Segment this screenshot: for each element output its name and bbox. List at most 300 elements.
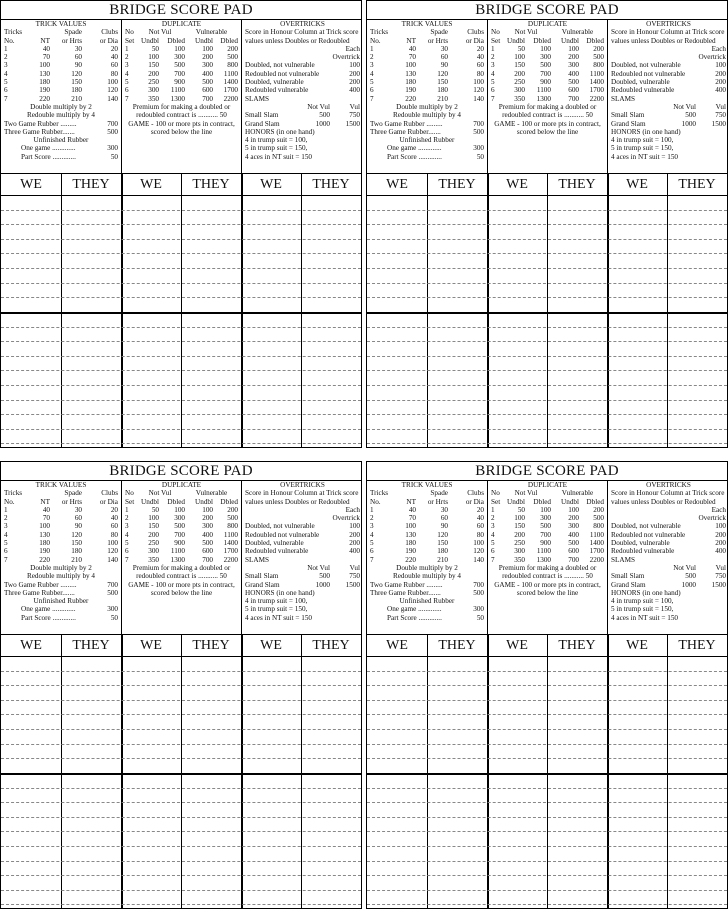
trick-header-2: No. NT or Hrts or Dia — [370, 497, 484, 506]
duplicate-row: 3 150 500 300 800 — [125, 522, 238, 531]
we-header: WE — [140, 638, 162, 653]
column-divider — [301, 174, 302, 447]
score-line — [367, 327, 727, 328]
slams-header: Not Vul Vul — [673, 102, 726, 111]
slam-row: Small Slam 500 750 — [611, 572, 726, 581]
column-divider — [427, 174, 428, 447]
score-line — [1, 846, 361, 847]
duplicate-heading: DUPLICATE — [161, 481, 202, 489]
honors-list — [242, 136, 362, 161]
column-divider — [241, 174, 243, 447]
score-line — [367, 861, 727, 862]
duplicate-header-1: No Not Vul Vulnerable — [491, 489, 594, 498]
duplicate-row: 7 350 1300 700 2200 — [125, 94, 238, 103]
overtrick-row: Redoubled vulnerable 400 — [245, 547, 360, 556]
score-line — [1, 268, 361, 269]
score-line — [367, 268, 727, 269]
duplicate-row: 3 150 500 300 800 — [125, 61, 238, 70]
score-line — [1, 400, 361, 401]
duplicate-header-1: No Not Vul Vulnerable — [491, 28, 594, 37]
score-line — [367, 370, 727, 371]
game-rule: GAME - 100 or more pts in contract, scored below the line — [494, 580, 601, 597]
trick-header-2: No. NT or Hrts or Dia — [370, 36, 484, 45]
overtricks-heading: OVERTRICKS — [646, 20, 691, 28]
slam-row: Grand Slam 1000 1500 — [245, 580, 360, 589]
overtricks-intro: Score in Honour Column at Trick score values unless Doubles or Redoubled — [611, 28, 725, 45]
duplicate-row: 6 300 1100 600 1700 — [491, 86, 604, 95]
overtrick-row: Doubled, not vulnerable 100 — [245, 61, 360, 70]
we-header: WE — [140, 177, 162, 192]
we-header: WE — [386, 638, 408, 653]
overtricks-intro: Score in Honour Column at Trick score values unless Doubles or Redoubled — [245, 489, 359, 506]
the-line — [367, 773, 727, 775]
score-pad — [366, 461, 728, 909]
we-header: WE — [506, 177, 528, 192]
score-line — [1, 356, 361, 357]
duplicate-row: 1 50 100 100 200 — [491, 44, 604, 53]
trick-rows — [1, 506, 121, 564]
slams-header: Not Vul Vul — [673, 563, 726, 572]
score-line — [367, 758, 727, 759]
column-divider — [547, 635, 548, 908]
we-header: WE — [20, 638, 42, 653]
overtrick-label: Overtrick — [698, 53, 726, 62]
trick-row: 2 70 60 40 — [370, 53, 484, 62]
premium-rule: Premium for making a doubled or redoubled contract is ........... 50 — [498, 563, 597, 581]
overtrick-row: Redoubled vulnerable 400 — [245, 86, 360, 95]
duplicate-row: 6 300 1100 600 1700 — [125, 547, 238, 556]
slams-heading: SLAMS — [611, 555, 635, 564]
column-divider — [301, 635, 302, 908]
they-header: THEY — [192, 177, 230, 192]
trick-row: 6 190 180 120 — [4, 547, 118, 556]
duplicate-header-1: No Not Vul Vulnerable — [125, 28, 228, 37]
score-line — [1, 744, 361, 745]
overtricks-section — [242, 19, 362, 173]
trick-header-1: Tricks Spade Clubs — [4, 489, 118, 498]
duplicate-row: 3 150 500 300 800 — [491, 522, 604, 531]
score-line — [367, 700, 727, 701]
overtricks-heading: OVERTRICKS — [646, 481, 691, 489]
overtricks-heading: OVERTRICKS — [280, 20, 325, 28]
column-divider — [181, 174, 182, 447]
trick-rows — [367, 506, 487, 564]
slam-row: Grand Slam 1000 1500 — [245, 119, 360, 128]
score-line — [367, 788, 727, 789]
score-sheet — [367, 173, 727, 447]
score-line — [1, 224, 361, 225]
part-score: Part Score ............. 50 — [387, 613, 484, 622]
honor-item: 4 aces in NT suit = 150 — [611, 152, 679, 161]
each-label: Each — [711, 505, 726, 514]
slams-header: Not Vul Vul — [307, 102, 360, 111]
score-line — [1, 370, 361, 371]
column-divider — [607, 635, 609, 908]
duplicate-row: 1 50 100 100 200 — [491, 505, 604, 514]
game-rule: GAME - 100 or more pts in contract, scored below the line — [128, 580, 235, 597]
trick-values-section — [1, 19, 122, 173]
score-line — [367, 356, 727, 357]
they-header: THEY — [558, 638, 596, 653]
trick-values-heading: TRICK VALUES — [401, 481, 453, 489]
score-line — [1, 385, 361, 386]
they-header: THEY — [72, 638, 110, 653]
trick-row: 3 100 90 60 — [4, 522, 118, 531]
overtricks-intro: Score in Honour Column at Trick score values unless Doubles or Redoubled — [611, 489, 725, 506]
score-line — [367, 253, 727, 254]
score-sheet — [367, 634, 727, 908]
slam-row: Grand Slam 1000 1500 — [611, 580, 726, 589]
redouble-rule: Redouble multiply by 4 — [26, 572, 96, 581]
score-line — [1, 239, 361, 240]
double-rule: Double multiply by 2 — [30, 563, 92, 572]
overtrick-label: Overtrick — [698, 514, 726, 523]
trick-row: 6 190 180 120 — [370, 547, 484, 556]
honors-heading: HONORS (in one hand) — [611, 588, 681, 597]
premium-rule: Premium for making a doubled or redoubled contract is ........... 50 — [132, 102, 231, 120]
score-line — [367, 744, 727, 745]
column-divider — [427, 635, 428, 908]
trick-row: 5 180 150 100 — [4, 78, 118, 87]
game-rule: GAME - 100 or more pts in contract, scored below the line — [494, 119, 601, 136]
trick-row: 4 130 120 80 — [370, 69, 484, 78]
column-divider — [547, 174, 548, 447]
slam-row: Small Slam 500 750 — [245, 572, 360, 581]
trick-header-2: No. NT or Hrts or Dia — [4, 497, 118, 506]
score-line — [1, 890, 361, 891]
duplicate-row: 6 300 1100 600 1700 — [125, 86, 238, 95]
premium-rule: Premium for making a doubled or redoubled contract is ........... 50 — [132, 563, 231, 581]
duplicate-row: 4 200 700 400 1100 — [491, 69, 604, 78]
slams-heading: SLAMS — [245, 94, 269, 103]
overtricks-section — [242, 480, 362, 634]
duplicate-row: 7 350 1300 700 2200 — [491, 94, 604, 103]
duplicate-row: 6 300 1100 600 1700 — [491, 547, 604, 556]
one-game: One game ............. 300 — [21, 144, 118, 153]
they-header: THEY — [312, 638, 350, 653]
trick-header-1: Tricks Spade Clubs — [370, 28, 484, 37]
score-line — [367, 729, 727, 730]
duplicate-header-2: Set Undbl Dbled Undbl Dbled — [491, 36, 604, 45]
duplicate-row: 7 350 1300 700 2200 — [491, 555, 604, 564]
duplicate-row: 7 350 1300 700 2200 — [125, 555, 238, 564]
duplicate-row: 5 250 900 500 1400 — [491, 78, 604, 87]
column-divider — [61, 174, 62, 447]
honors-heading: HONORS (in one hand) — [245, 127, 315, 136]
two-game-rubber: Two Game Rubber ......... 700 — [370, 119, 484, 128]
trick-values-section — [367, 19, 488, 173]
score-line — [367, 210, 727, 211]
trick-header-1: Tricks Spade Clubs — [370, 489, 484, 498]
three-game-rubber: Three Game Rubber....... 500 — [370, 127, 484, 136]
overtrick-row: Doubled, not vulnerable 100 — [245, 522, 360, 531]
score-line — [367, 817, 727, 818]
duplicate-header-2: Set Undbl Dbled Undbl Dbled — [491, 497, 604, 506]
score-line — [1, 210, 361, 211]
unfinished-rubber: Unfinished Rubber — [399, 597, 455, 606]
two-game-rubber: Two Game Rubber ......... 700 — [370, 580, 484, 589]
score-line — [1, 414, 361, 415]
we-header: WE — [626, 638, 648, 653]
score-line — [1, 327, 361, 328]
each-label: Each — [345, 44, 360, 53]
duplicate-row: 4 200 700 400 1100 — [491, 530, 604, 539]
unfinished-rubber: Unfinished Rubber — [33, 136, 89, 145]
trick-row: 3 100 90 60 — [370, 522, 484, 531]
score-line — [367, 429, 727, 430]
each-label: Each — [345, 505, 360, 514]
trick-values-heading: TRICK VALUES — [35, 481, 87, 489]
the-line — [367, 312, 727, 314]
duplicate-section — [488, 480, 608, 634]
duplicate-header-1: No Not Vul Vulnerable — [125, 489, 228, 498]
column-divider — [487, 174, 489, 447]
score-line — [1, 729, 361, 730]
trick-header-1: Tricks Spade Clubs — [4, 28, 118, 37]
overtrick-row: Redoubled not vulnerable 200 — [245, 69, 360, 78]
three-game-rubber: Three Game Rubber....... 500 — [4, 127, 118, 136]
trick-rows — [367, 45, 487, 103]
the-line — [1, 312, 361, 314]
score-line — [1, 831, 361, 832]
duplicate-row: 2 100 300 200 500 — [491, 53, 604, 62]
score-sheet — [1, 634, 361, 908]
overtricks-heading: OVERTRICKS — [280, 481, 325, 489]
honor-item: 5 in trump suit = 150, — [611, 605, 674, 614]
duplicate-row: 5 250 900 500 1400 — [125, 78, 238, 87]
trick-row: 7 220 210 140 — [370, 94, 484, 103]
duplicate-row: 3 150 500 300 800 — [491, 61, 604, 70]
overtrick-rows — [242, 522, 362, 555]
honors-heading: HONORS (in one hand) — [245, 588, 315, 597]
overtricks-section — [608, 19, 728, 173]
honor-item: 4 aces in NT suit = 150 — [611, 613, 679, 622]
overtricks-section — [608, 480, 728, 634]
score-line — [367, 443, 727, 444]
score-line — [367, 283, 727, 284]
double-rule: Double multiply by 2 — [396, 102, 458, 111]
duplicate-row: 2 100 300 200 500 — [491, 514, 604, 523]
score-pad — [366, 0, 728, 448]
score-line — [367, 846, 727, 847]
overtrick-label: Overtrick — [332, 514, 360, 523]
duplicate-row: 5 250 900 500 1400 — [125, 539, 238, 548]
premium-rule: Premium for making a doubled or redoubled contract is ........... 50 — [498, 102, 597, 120]
column-divider — [487, 635, 489, 908]
trick-row: 5 180 150 100 — [4, 539, 118, 548]
overtrick-row: Redoubled not vulnerable 200 — [611, 69, 726, 78]
score-line — [1, 341, 361, 342]
trick-row: 2 70 60 40 — [4, 514, 118, 523]
score-line — [1, 875, 361, 876]
honor-item: 4 in trump suit = 100, — [245, 597, 308, 606]
score-line — [1, 671, 361, 672]
trick-header-2: No. NT or Hrts or Dia — [4, 36, 118, 45]
score-line — [1, 817, 361, 818]
honor-item: 5 in trump suit = 150, — [611, 144, 674, 153]
honor-item: 4 aces in NT suit = 150 — [245, 613, 313, 622]
overtrick-rows — [608, 522, 728, 555]
overtrick-row: Doubled, vulnerable 200 — [611, 539, 726, 548]
score-line — [1, 700, 361, 701]
trick-row: 1 40 30 20 — [370, 505, 484, 514]
game-rule: GAME - 100 or more pts in contract, scored below the line — [128, 119, 235, 136]
overtrick-rows — [608, 61, 728, 94]
they-header: THEY — [558, 177, 596, 192]
honor-item: 4 aces in NT suit = 150 — [245, 152, 313, 161]
pad-title: BRIDGE SCORE PAD — [475, 463, 619, 479]
score-line — [1, 283, 361, 284]
duplicate-rows — [122, 506, 241, 564]
trick-values-section — [1, 480, 122, 634]
trick-row: 5 180 150 100 — [370, 78, 484, 87]
duplicate-heading: DUPLICATE — [161, 20, 202, 28]
duplicate-rows — [488, 45, 607, 103]
duplicate-section — [488, 19, 608, 173]
slams-heading: SLAMS — [611, 94, 635, 103]
pad-title: BRIDGE SCORE PAD — [109, 463, 253, 479]
score-line — [1, 297, 361, 298]
one-game: One game ............. 300 — [387, 605, 484, 614]
we-header: WE — [20, 177, 42, 192]
they-header: THEY — [72, 177, 110, 192]
slam-row: Small Slam 500 750 — [245, 111, 360, 120]
trick-row: 3 100 90 60 — [4, 61, 118, 70]
duplicate-row: 1 50 100 100 200 — [125, 44, 238, 53]
trick-row: 4 130 120 80 — [4, 530, 118, 539]
column-divider — [121, 174, 123, 447]
slam-row: Small Slam 500 750 — [611, 111, 726, 120]
overtrick-row: Redoubled vulnerable 400 — [611, 86, 726, 95]
slam-rows — [242, 111, 362, 128]
redouble-rule: Redouble multiply by 4 — [26, 111, 96, 120]
they-header: THEY — [438, 177, 476, 192]
duplicate-row: 5 250 900 500 1400 — [491, 539, 604, 548]
score-line — [1, 788, 361, 789]
slams-heading: SLAMS — [245, 555, 269, 564]
score-line — [367, 831, 727, 832]
they-header: THEY — [438, 638, 476, 653]
slam-rows — [608, 111, 728, 128]
pad-title: BRIDGE SCORE PAD — [475, 2, 619, 18]
score-line — [1, 685, 361, 686]
trick-row: 7 220 210 140 — [4, 94, 118, 103]
trick-row: 7 220 210 140 — [4, 555, 118, 564]
score-line — [367, 685, 727, 686]
slam-rows — [242, 572, 362, 589]
we-header: WE — [506, 638, 528, 653]
duplicate-section — [122, 480, 242, 634]
trick-row: 5 180 150 100 — [370, 539, 484, 548]
we-header: WE — [260, 177, 282, 192]
score-line — [367, 224, 727, 225]
honor-item: 4 in trump suit = 100, — [611, 136, 674, 145]
trick-row: 7 220 210 140 — [370, 555, 484, 564]
column-divider — [241, 635, 243, 908]
overtrick-row: Doubled, vulnerable 200 — [611, 78, 726, 87]
redouble-rule: Redouble multiply by 4 — [392, 111, 462, 120]
one-game: One game ............. 300 — [21, 605, 118, 614]
score-sheet — [1, 173, 361, 447]
score-line — [367, 802, 727, 803]
two-game-rubber: Two Game Rubber ......... 700 — [4, 580, 118, 589]
overtrick-row: Redoubled not vulnerable 200 — [245, 530, 360, 539]
column-divider — [121, 635, 123, 908]
duplicate-row: 1 50 100 100 200 — [125, 505, 238, 514]
score-line — [1, 429, 361, 430]
part-score: Part Score ............. 50 — [387, 152, 484, 161]
overtricks-intro: Score in Honour Column at Trick score values unless Doubles or Redoubled — [245, 28, 359, 45]
trick-row: 3 100 90 60 — [370, 61, 484, 70]
overtrick-row: Redoubled vulnerable 400 — [611, 547, 726, 556]
unfinished-rubber: Unfinished Rubber — [399, 136, 455, 145]
duplicate-row: 4 200 700 400 1100 — [125, 530, 238, 539]
honors-heading: HONORS (in one hand) — [611, 127, 681, 136]
we-header: WE — [626, 177, 648, 192]
overtrick-row: Doubled, not vulnerable 100 — [611, 61, 726, 70]
score-line — [367, 714, 727, 715]
pad-title: BRIDGE SCORE PAD — [109, 2, 253, 18]
duplicate-header-2: Set Undbl Dbled Undbl Dbled — [125, 36, 238, 45]
slam-rows — [608, 572, 728, 589]
column-divider — [667, 174, 668, 447]
score-line — [367, 239, 727, 240]
trick-values-heading: TRICK VALUES — [35, 20, 87, 28]
duplicate-rows — [488, 506, 607, 564]
score-pad — [0, 0, 362, 448]
trick-row: 6 190 180 120 — [4, 86, 118, 95]
overtrick-row: Doubled, not vulnerable 100 — [611, 522, 726, 531]
overtrick-row: Redoubled not vulnerable 200 — [611, 530, 726, 539]
overtrick-label: Overtrick — [332, 53, 360, 62]
score-line — [1, 758, 361, 759]
honor-item: 4 in trump suit = 100, — [245, 136, 308, 145]
honor-item: 5 in trump suit = 150, — [245, 144, 308, 153]
trick-values-section — [367, 480, 488, 634]
column-divider — [181, 635, 182, 908]
unfinished-rubber: Unfinished Rubber — [33, 597, 89, 606]
double-rule: Double multiply by 2 — [396, 563, 458, 572]
trick-row: 2 70 60 40 — [4, 53, 118, 62]
each-label: Each — [711, 44, 726, 53]
three-game-rubber: Three Game Rubber....... 500 — [4, 588, 118, 597]
score-line — [367, 671, 727, 672]
two-game-rubber: Two Game Rubber ......... 700 — [4, 119, 118, 128]
column-divider — [607, 174, 609, 447]
they-header: THEY — [312, 177, 350, 192]
trick-row: 2 70 60 40 — [370, 514, 484, 523]
duplicate-header-2: Set Undbl Dbled Undbl Dbled — [125, 497, 238, 506]
trick-row: 1 40 30 20 — [4, 44, 118, 53]
score-line — [1, 861, 361, 862]
score-line — [1, 802, 361, 803]
score-line — [367, 890, 727, 891]
honor-item: 4 in trump suit = 100, — [611, 597, 674, 606]
redouble-rule: Redouble multiply by 4 — [392, 572, 462, 581]
the-line — [1, 773, 361, 775]
column-divider — [61, 635, 62, 908]
score-line — [1, 443, 361, 444]
honor-item: 5 in trump suit = 150, — [245, 605, 308, 614]
score-line — [367, 875, 727, 876]
score-line — [367, 297, 727, 298]
trick-row: 1 40 30 20 — [370, 44, 484, 53]
score-line — [367, 414, 727, 415]
duplicate-heading: DUPLICATE — [527, 20, 568, 28]
they-header: THEY — [678, 177, 716, 192]
we-header: WE — [386, 177, 408, 192]
honors-list — [242, 597, 362, 622]
